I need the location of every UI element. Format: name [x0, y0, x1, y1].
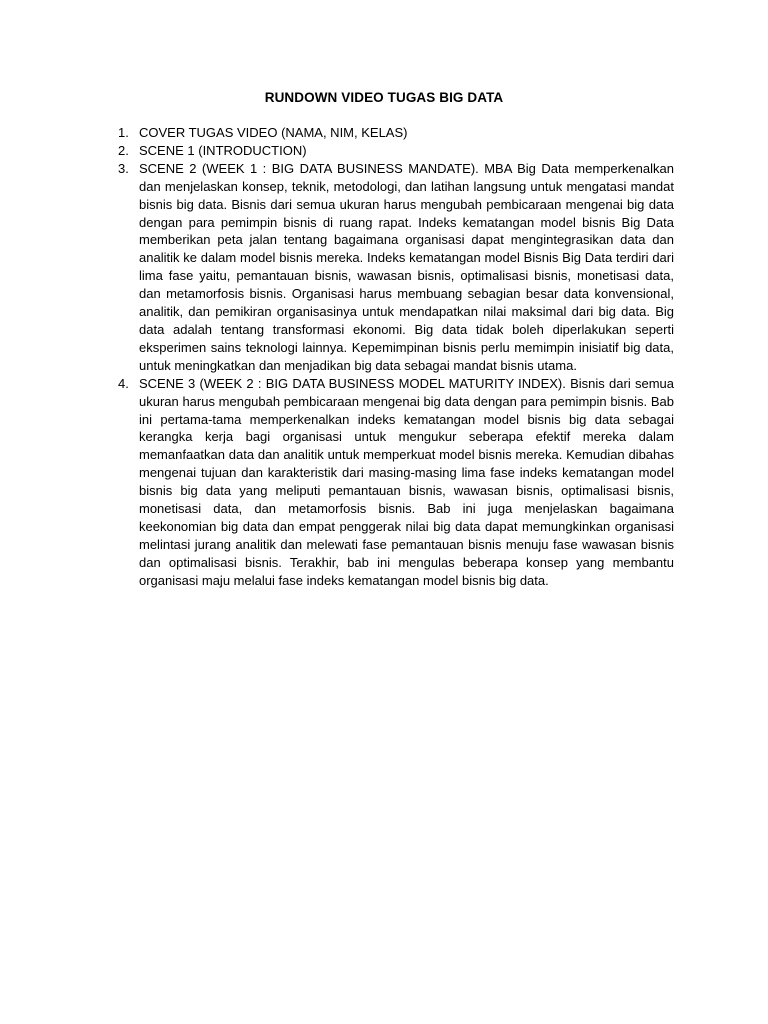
- list-item-number: 2.: [118, 142, 129, 158]
- list-item-text: SCENE 3 (WEEK 2 : BIG DATA BUSINESS MODEL MATURITY INDEX). Bisnis dari semua ukuran harus mengubah pembicaraan mengenai big data dengan para pemimpin bisnis. Bab ini pertama-tama memperkenalkan indeks kematangan model bisnis big data sebagai kerangka kerja bagi organisasi untuk mengukur seberapa efektif mereka dalam memanfaatkan data dan analitik untuk memperkuat model bisnis mereka. Kemudian dibahas mengenai tujuan dan karakteristik dari masing-masing lima fase indeks kematangan model bisnis big data yang meliputi pemantauan bisnis, wawasan bisnis, optimalisasi bisnis, monetisasi data, dan metamorfosis bisnis. Bab ini juga menjelaskan bagaimana keekonomian big data dan empat penggerak nilai big data dapat memungkinkan organisasi melintasi jurang analitik dan melewati fase pemantauan bisnis menuju fase wawasan bisnis dan optimalisasi bisnis. Terakhir, bab ini mengulas beberapa konsep yang membantu organisasi maju melalui fase indeks kematangan model bisnis big data.: [139, 375, 674, 588]
- list-item-number: 1.: [118, 125, 129, 140]
- list-item: [118, 375, 674, 590]
- list-item-number: 3.: [118, 160, 129, 176]
- list-item: [118, 142, 674, 160]
- list-item-text: COVER TUGAS VIDEO (NAMA, NIM, KELAS): [139, 125, 408, 140]
- document-title: RUNDOWN VIDEO TUGAS BIG DATA: [264, 90, 504, 105]
- rundown-list: [118, 124, 674, 590]
- list-item-text: SCENE 1 (INTRODUCTION): [139, 142, 307, 158]
- list-item-text: SCENE 2 (WEEK 1 : BIG DATA BUSINESS MANDATE). MBA Big Data memperkenalkan dan menjelaskan konsep, teknik, metodologi, dan latihan langsung untuk mengatasi mandat bisnis big data. Bisnis dari semua ukuran harus mengubah pembicaraan mengenai big data dengan para pemimpin bisnis di ruang rapat. Indeks kematangan model bisnis Big Data memberikan peta jalan tentang bagaimana organisasi dapat mengintegrasikan data dan analitik ke dalam model bisnis mereka. Indeks kematangan model Bisnis Big Data terdiri dari lima fase yaitu, pemantauan bisnis, wawasan bisnis, optimalisasi bisnis, monetisasi data, dan metamorfosis bisnis. Organisasi harus membuang sebagian besar data konvensional, analitik, dan pemikiran organisasinya untuk mendapatkan nilai maksimal dari big data. Big data adalah tentang transformasi ekonomi. Big data tidak boleh diperlakukan seperti eksperimen sains teknologi lainnya. Kepemimpinan bisnis perlu memimpin inisiatif big data, untuk meningkatkan dan menjadikan big data sebagai mandat bisnis utama.: [139, 160, 674, 373]
- list-item-number: 4.: [118, 375, 129, 391]
- list-item: [118, 160, 674, 375]
- list-item: [118, 124, 674, 142]
